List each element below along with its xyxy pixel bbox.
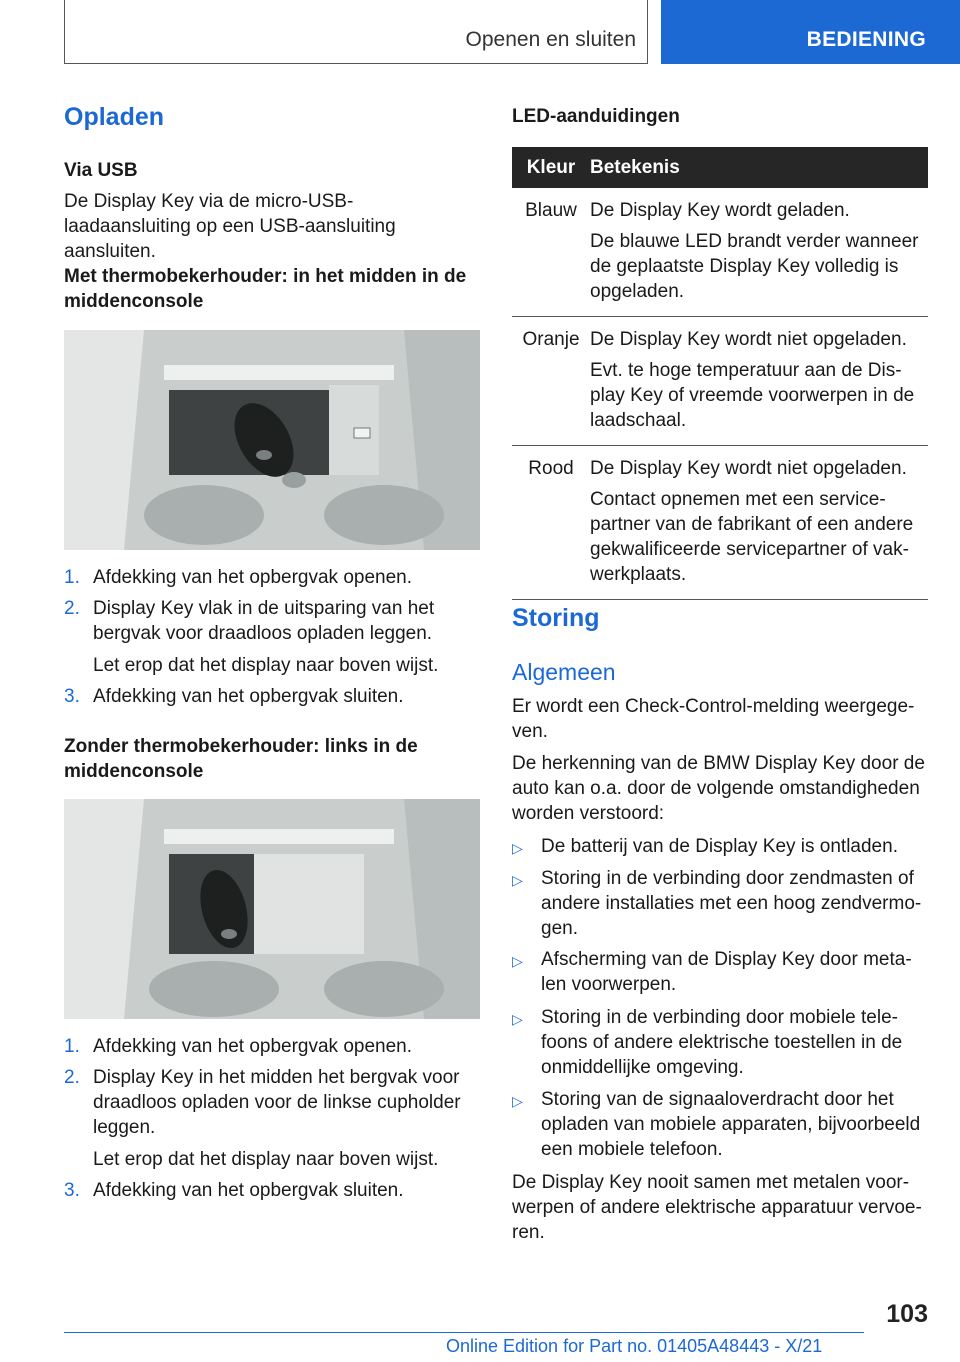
table-row — [512, 188, 928, 317]
meaning-line: De Display Key wordt niet opgeladen. — [590, 329, 907, 350]
bullet-text: De batterij van de Display Key is ontladen. — [541, 836, 898, 857]
bullet-text: Storing in de verbinding door mobiele tele-foons of andere elektrische toestellen in de onmiddellijke omgeving. — [541, 1007, 903, 1078]
meaning-line: De Display Key wordt niet opgeladen. — [590, 458, 907, 479]
footer-divider — [64, 1332, 864, 1333]
without-holder-step-note — [64, 1147, 480, 1172]
step-text: Display Key vlak in de uitsparing van het bergvak voor draadloos opladen leggen. — [93, 598, 435, 644]
without-holder-step-1 — [64, 1034, 480, 1059]
console-photo-without-cupholder — [64, 799, 480, 1019]
step-text: Let erop dat het display naar boven wijst. — [93, 1149, 439, 1170]
step-number: 3. — [64, 1180, 80, 1201]
header-section-title: Openen en sluiten — [465, 28, 636, 51]
step-text: Let erop dat het display naar boven wijst. — [93, 655, 439, 676]
step-text: Afdekking van het opbergvak sluiten. — [93, 686, 404, 707]
without-holder-step-3 — [64, 1178, 480, 1203]
usb-heading: Via USB — [64, 160, 138, 181]
bullet-text: Storing in de verbinding door zendmasten of andere installaties met een hoog zendvermo-gen. — [541, 868, 922, 939]
without-holder-heading: Zonder thermobekerhouder: links in de middenconsole — [64, 736, 418, 782]
led-meaning — [590, 317, 928, 446]
bullet-item — [512, 866, 928, 941]
led-color: Rood — [512, 446, 590, 600]
step-number: 1. — [64, 1036, 80, 1057]
step-number: 3. — [64, 686, 80, 707]
table-row — [512, 317, 928, 446]
table-row — [512, 446, 928, 600]
with-holder-step-1 — [64, 565, 480, 590]
bullet-text: Afscherming van de Display Key door meta-len voorwerpen. — [541, 949, 912, 995]
console-photo-with-cupholder — [64, 330, 480, 550]
usb-text: De Display Key via de micro-USB-laadaansluiting op een USB-aansluiting aansluiten. — [64, 191, 396, 262]
triangle-bullet-icon: ▷ — [512, 872, 523, 888]
triangle-bullet-icon: ▷ — [512, 1093, 523, 1109]
storing-paragraph-3: De Display Key nooit samen met metalen voor-werpen of andere elektrische apparatuur vervoe-ren. — [512, 1172, 922, 1243]
meaning-line: De blauwe LED brandt verder wanneer de geplaatste Display Key volledig is opgeladen. — [590, 231, 919, 302]
with-holder-heading: Met thermobekerhouder: in het midden in de middenconsole — [64, 266, 467, 312]
led-meaning — [590, 446, 928, 600]
step-text: Afdekking van het opbergvak sluiten. — [93, 1180, 404, 1201]
led-table — [512, 147, 928, 600]
led-heading: LED-aanduidingen — [512, 106, 680, 127]
led-meaning — [590, 188, 928, 317]
storing-paragraph-2: De herkenning van de BMW Display Key door de auto kan o.a. door de volgende omstandigheden worden verstoord: — [512, 753, 925, 824]
triangle-bullet-icon: ▷ — [512, 840, 523, 856]
led-table-header — [512, 147, 928, 188]
led-color: Blauw — [512, 188, 590, 317]
section-title-opladen: Opladen — [64, 103, 165, 131]
subsection-title-algemeen: Algemeen — [512, 659, 616, 685]
meaning-line: Evt. te hoge temperatuur aan de Dis-play Key of vreemde voorwerpen in de laadschaal. — [590, 360, 915, 431]
bullet-item — [512, 1087, 928, 1162]
step-number: 1. — [64, 567, 80, 588]
section-title-storing: Storing — [512, 604, 600, 632]
step-number: 2. — [64, 1067, 80, 1088]
step-text: Afdekking van het opbergvak openen. — [93, 1036, 413, 1057]
storing-paragraph-1: Er wordt een Check-Control-melding weergege-ven. — [512, 696, 915, 742]
page-number: 103 — [886, 1300, 928, 1328]
without-holder-step-2 — [64, 1065, 480, 1140]
bullet-text: Storing van de signaaloverdracht door het opladen van mobiele apparaten, bijvoorbeeld een mobiele telefoon. — [541, 1089, 921, 1160]
step-number: 2. — [64, 598, 80, 619]
meaning-line: Contact opnemen met een service-partner van de fabrikant of een andere gekwalificeerde servicepartner of vak-werkplaats. — [590, 489, 914, 585]
triangle-bullet-icon: ▷ — [512, 953, 523, 969]
bullet-item — [512, 947, 928, 997]
led-color: Oranje — [512, 317, 590, 446]
header-chapter-title: BEDIENING — [806, 28, 926, 51]
bullet-item — [512, 834, 928, 859]
step-text: Afdekking van het opbergvak openen. — [93, 567, 413, 588]
meaning-line: De Display Key wordt geladen. — [590, 200, 850, 221]
header-betekenis: Betekenis — [590, 147, 928, 188]
header-kleur: Kleur — [512, 147, 590, 188]
step-text: Display Key in het midden het bergvak voor draadloos opladen voor de linkse cupholder leggen. — [93, 1067, 461, 1138]
footer-edition: Online Edition for Part no. 01405A48443 - X/21 — [446, 1336, 823, 1356]
bullet-item — [512, 1005, 928, 1080]
header-chapter-tab — [661, 0, 960, 64]
with-holder-step-3 — [64, 684, 480, 709]
with-holder-step-2 — [64, 596, 480, 646]
with-holder-step-note — [64, 653, 480, 678]
triangle-bullet-icon: ▷ — [512, 1011, 523, 1027]
